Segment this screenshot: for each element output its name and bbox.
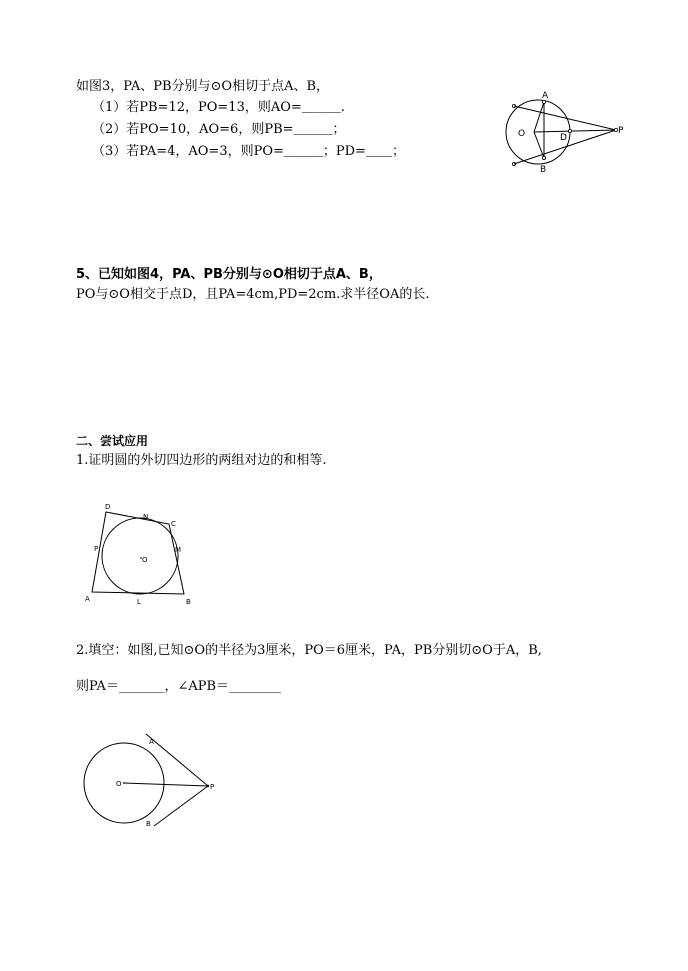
q2-segment-op [124, 783, 208, 786]
figure-tangent-circle [80, 730, 220, 830]
section2-question-1: 1.证明圆的外切四边形的两组对边的和相等. [76, 453, 327, 468]
problem5-line-1 [76, 266, 382, 284]
q2-label-o: O [116, 780, 122, 788]
fig3-label-p: P [618, 126, 624, 136]
q2-tangent-pa [146, 734, 208, 786]
quad-label-a: A [85, 595, 90, 603]
quad-label-n: N [143, 513, 149, 521]
figure-3-tangent-diagram [496, 86, 636, 182]
quad-label-b: B [186, 598, 191, 606]
fig3-segment-op [534, 130, 616, 132]
q2-label-b: B [146, 820, 151, 828]
section-heading: 二、尝试应用 [76, 434, 149, 448]
fig3-radius-ob [534, 132, 544, 158]
q2-point-p [207, 785, 209, 787]
problem5-line-2: PO与⊙O相交于点D，且PA=4cm,PD=2cm.求半径OA的长. [76, 287, 430, 302]
fig3-label-b: B [540, 165, 547, 175]
figure-circumscribed-quadrilateral [80, 500, 200, 608]
quad-label-p: P [94, 545, 99, 553]
fig3-point-b [542, 156, 545, 159]
problem5-text-1: 5、已知如图4，PA、PB分别与⊙O相切于点A、B， [76, 267, 382, 282]
fig3-label-d: D [560, 133, 567, 143]
fig3-label-o: O [518, 129, 526, 139]
q2-label-p: P [210, 783, 215, 791]
fig3-tangent-pa [514, 106, 616, 130]
q2-label-a: A [149, 738, 154, 746]
quad-label-l: L [137, 598, 141, 606]
q2-point-o [123, 782, 125, 784]
problem4-intro: 如图3，PA、PB分别与⊙O相切于点A、B， [76, 79, 330, 94]
quad-incircle [102, 518, 178, 594]
quad-label-m: M [175, 546, 182, 554]
problem4-item-1: （1）若PB=12，PO=13，则AO=＿＿＿. [92, 100, 345, 115]
section2-question-2-line-1: 2.填空：如图,已知⊙O的半径为3厘米，PO＝6厘米，PA，PB分别切⊙O于A，B, [76, 643, 542, 658]
quad-label-o: O [142, 556, 148, 564]
problem4-item-3: （3）若PA=4，AO=3，则PO=＿＿＿；PD=＿＿； [92, 144, 405, 159]
q2-tangent-pb [154, 786, 208, 826]
section2-question-2-line-2: 则PA＝_______，∠APB＝________ [76, 679, 282, 694]
fig3-label-a: A [542, 91, 549, 101]
quad-label-c: C [171, 520, 176, 528]
fig3-point-d [568, 129, 571, 132]
fig3-radius-oa [534, 102, 544, 132]
problem4-item-2: （2）若PO=10，AO=6，则PB=＿＿＿； [92, 122, 346, 137]
quad-label-d: D [105, 503, 111, 511]
